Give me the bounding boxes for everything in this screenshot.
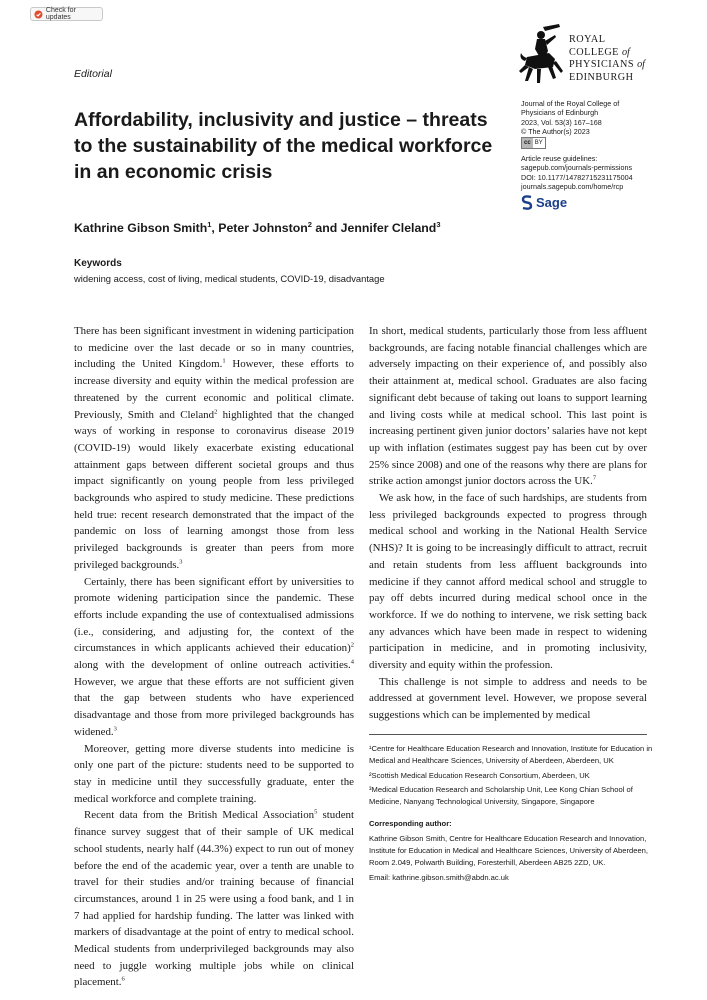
author-list: Kathrine Gibson Smith$^1$, Peter Johnston$^2$ and Jennifer Cleland$^3$ bbox=[74, 220, 441, 236]
keywords-text: widening access, cost of living, medical students, COVID-19, disadvantage bbox=[74, 273, 385, 284]
author-affiliation-mark: 3 bbox=[436, 220, 441, 229]
affiliation-2: ²Scottish Medical Education Research Consortium, Aberdeen, UK bbox=[369, 770, 590, 780]
permissions-link[interactable]: sagepub.com/journals-permissions bbox=[521, 163, 633, 173]
paragraph: Moreover, getting more diverse students into medicine is only one part of the picture: students need to be supported to stay in medicine until they successfully graduate, enter the medical workforce and complete training. bbox=[74, 742, 354, 805]
paragraph: There has been significant investment in widening participation to medicine over the last decade or so in many countries, including the United Kingdom.$^1$ However, these efforts to increase diversity and equity within the medical profession are threatened by the current economic and political climate. Previously, Smith and Cleland$^2$ highlighted that the changed ways of working in response to coronavirus disease 2019 (COVID-19) would likely exacerbate existing educational attainment gaps between different societal groups and thus impact significantly on young people from less privileged backgrounds who aspired to study medicine. These predictions held true: recent research demonstrated that the impact of the pandemic on loss of learning amongst those from less privileged backgrounds is greater than peers from more privileged backgrounds.$^3$ bbox=[74, 325, 354, 571]
keywords-heading: Keywords bbox=[74, 258, 122, 269]
rcpe-logo-text bbox=[569, 34, 645, 84]
body-column-left bbox=[74, 323, 354, 991]
affiliation-3: ³Medical Education Research and Scholarship Unit, Lee Kong Chian School of Medicine, Nanyang Technological University, Singapore, Singapore bbox=[369, 784, 633, 807]
logo-line-4: EDINBURGH bbox=[569, 71, 634, 83]
check-for-updates-label: Check for updates bbox=[45, 7, 76, 21]
author-affiliation-mark: 2 bbox=[307, 220, 312, 229]
paragraph: We ask how, in the face of such hardships, are students from less privileged backgrounds expected to progress through medical school and working in the National Health Service (NHS)? It is going to be increasingly difficult to attract, recruit and retain students from less affluent backgrounds into medicine if they cannot afford medical school and struggle to pay off debts incurred during medical school once in the workforce. If we do nothing to intervene, we risk setting back any advances which have been made in respect to widening participation in medicine, and in promoting inclusivity, diversity and equity within the profession. bbox=[369, 492, 647, 672]
affiliation-1: ¹Centre for Healthcare Education Research and Innovation, Institute for Education in Medical and Healthcare Sciences, University of Aberdeen, Aberdeen, UK bbox=[369, 744, 653, 766]
corresponding-author-address: Kathrine Gibson Smith, Centre for Healthcare Education Research and Innovation, Institute for Education in Medical and Healthcare Sciences, University of Aberdeen, Room 2.049, Polwarth Building, Foresterhill, Aberdeen AB25 2ZD, UK. bbox=[369, 833, 649, 868]
footnote-divider bbox=[369, 734, 647, 735]
corresponding-author-email[interactable]: Email: kathrine.gibson.smith@abdn.ac.uk bbox=[369, 872, 509, 882]
journal-name-line-2: Physicians of Edinburgh bbox=[521, 108, 599, 118]
journal-info bbox=[521, 99, 633, 191]
article-title: Affordability, inclusivity and justice – threats to the sustainability of the medical workforce in an economic crisis bbox=[74, 109, 493, 183]
paragraph: Recent data from the British Medical Association$^5$ student finance survey suggest that of their sample of UK medical school students, nearly half (44.3%) expect to run out of money before the end of the academic year, over a tenth are unable to travel for their studies and/or training because of financial circumstances, around 1 in 25 were using a food bank, and 1 in 7 had applied for hardship funding. The latter was linked with markers of disadvantage at the point of entry to medical school. Medical students from underprivileged backgrounds may also need to juggle working multiple jobs while on clinical placement.$^6$ bbox=[74, 808, 355, 989]
rcpe-logo-icon bbox=[515, 23, 565, 85]
author-name: Peter Johnston bbox=[218, 221, 308, 236]
check-for-updates-button[interactable] bbox=[30, 7, 103, 21]
logo-line-1: ROYAL bbox=[569, 34, 606, 45]
sage-logo-text: Sage bbox=[536, 195, 568, 210]
section-label: Editorial bbox=[74, 68, 112, 80]
doi[interactable]: DOI: 10.1177/14782715231175004 bbox=[521, 172, 633, 182]
paragraph: In short, medical students, particularly those from less affluent backgrounds, are facing notable financial challenges which are adversely impacting on their experience of, and possibly also their attainment at, medical school. Graduates are also facing significant debt because of taking out loans to support learning and living costs while at medical school. This last point is increasing pertinent given junior doctors’ salaries have not kept up with inflation (estimates suggest pay has been cut by over 25% since 2008) and one of the reasons why there are plans for strike action amongst junior doctors across the UK.$^7$ bbox=[369, 325, 647, 488]
journal-volume: 2023, Vol. 53(3) 167–168 bbox=[521, 117, 602, 127]
logo-line-3: PHYSICIANS of bbox=[569, 59, 645, 71]
reuse-guidelines-label: Article reuse guidelines: bbox=[521, 154, 598, 164]
journal-name-line-1: Journal of the Royal College of bbox=[521, 99, 620, 108]
author-name: Jennifer Cleland bbox=[340, 221, 437, 236]
journal-homepage-link[interactable]: journals.sagepub.com/home/rcp bbox=[521, 182, 624, 192]
author-name: Kathrine Gibson Smith bbox=[74, 221, 208, 236]
cc-by-license-icon[interactable]: cc BY bbox=[521, 137, 546, 149]
paragraph: This challenge is not simple to address and needs to be addressed at government level. However, we propose several suggestions which can be implemented by medical bbox=[369, 675, 647, 722]
sage-logo bbox=[521, 195, 567, 210]
author-affiliation-mark: 1 bbox=[207, 220, 212, 229]
sage-logo-icon bbox=[521, 195, 533, 210]
body-column-right bbox=[369, 323, 647, 724]
paragraph: Certainly, there has been significant effort by universities to promote widening participation since the pandemic. These efforts include expanding the use of contextualised admissions (i.e., considering, and adjusting for, the context of the circumstances in which applicants achieved their education)$^2$ along with the development of online outreach activities.$^4$ However, we argue that these efforts are not sufficient given that the gap between students who have experienced disadvantage and those from more privileged backgrounds has widened.$^3$ bbox=[74, 575, 354, 738]
logo-line-2: COLLEGE of bbox=[569, 46, 630, 58]
check-for-updates-icon bbox=[34, 10, 43, 19]
corresponding-author-heading: Corresponding author: bbox=[369, 819, 452, 829]
affiliations bbox=[369, 743, 654, 886]
copyright: © The Author(s) 2023 bbox=[521, 126, 590, 136]
